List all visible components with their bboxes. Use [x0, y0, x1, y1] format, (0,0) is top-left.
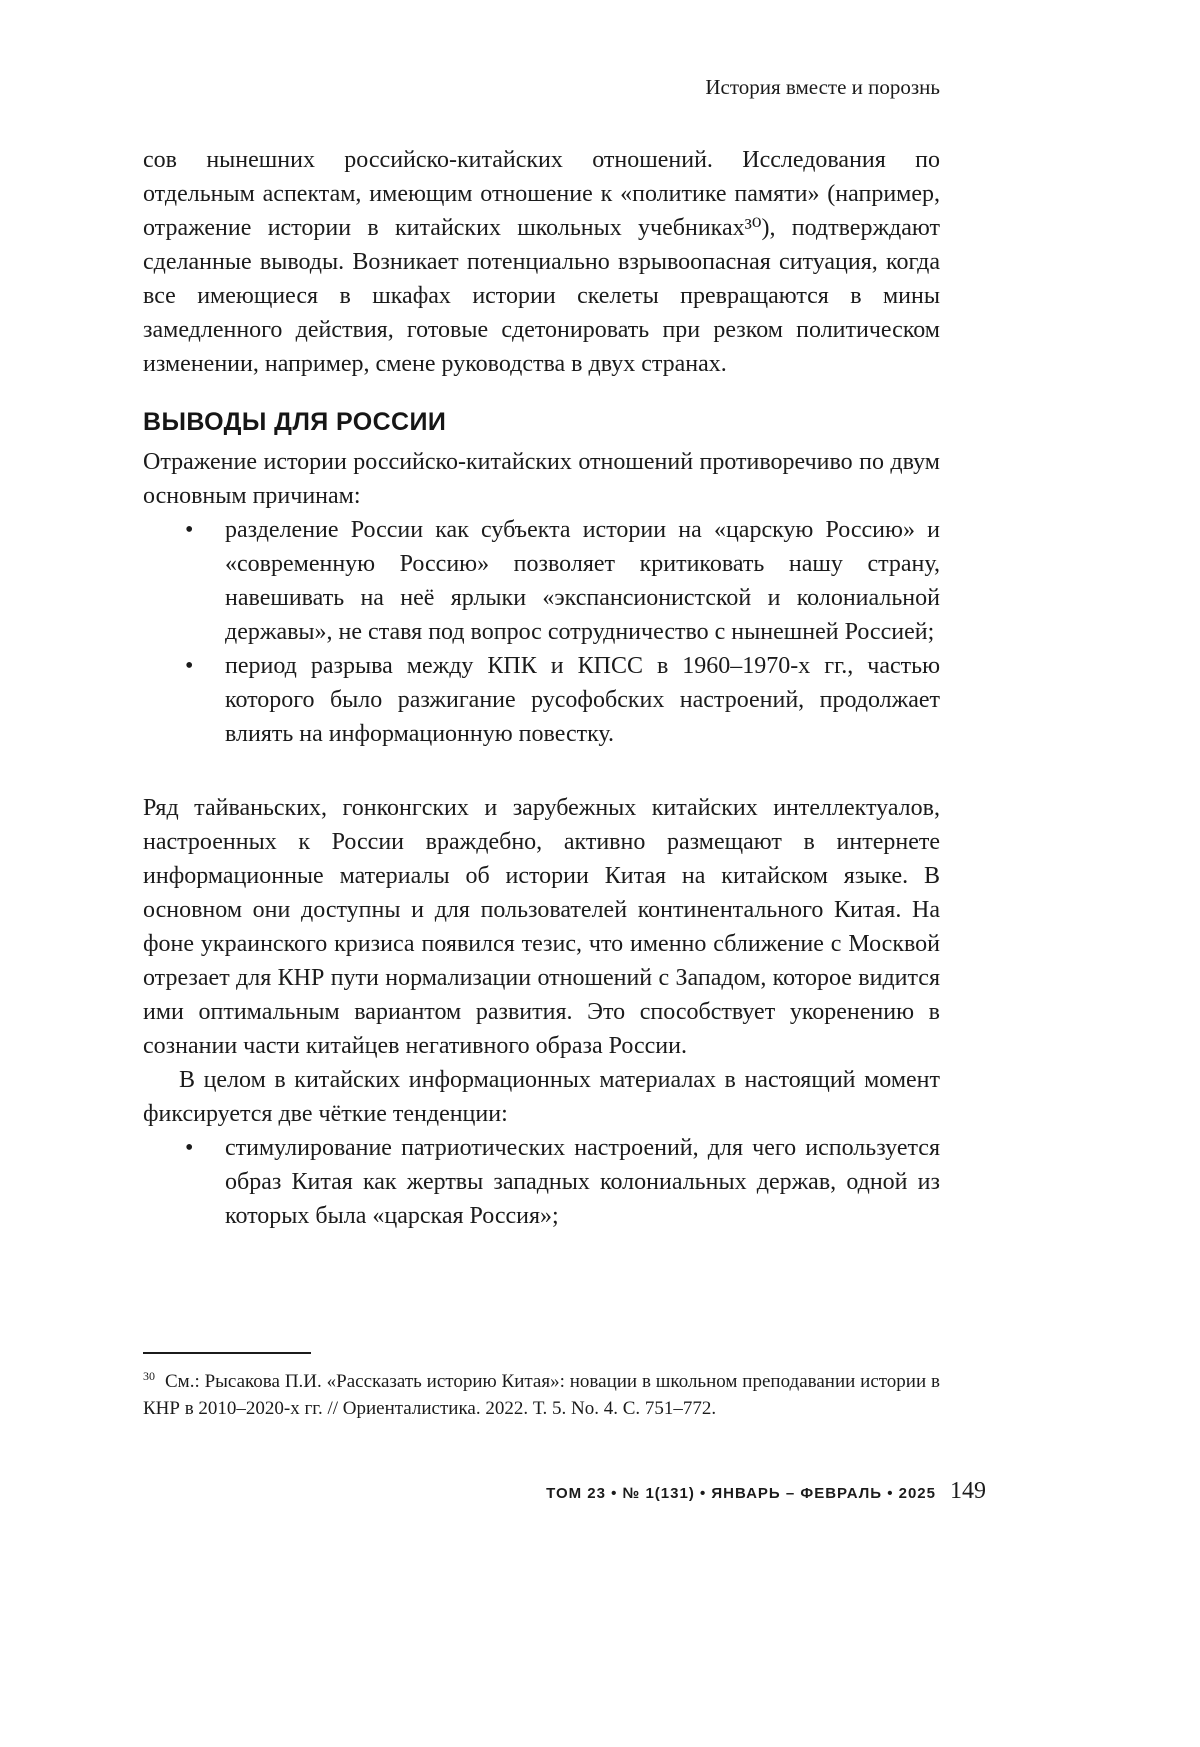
footnote-text: См.: Рысакова П.И. «Рассказать историю Китая»: новации в школьном преподавании истории в КНР в 2010–2020-х гг. // Ориенталистика. 2022. Т. 5. No. 4. С. 751–772. — [143, 1371, 940, 1419]
journal-footer — [143, 1478, 986, 1505]
running-header: История вместе и порознь — [705, 75, 940, 99]
bullet-icon: • — [185, 653, 194, 679]
footnote-marker: 30 — [143, 1368, 155, 1383]
paragraph-reasons-intro: Отражение истории российско-китайских отношений противоречиво по двум основным причинам: — [143, 449, 940, 509]
footnote-block — [143, 1352, 940, 1422]
paragraph-continuation: сов нынешних российско-китайских отношений. Исследования по отдельным аспектам, имеющим отношение к «политике памяти» (например, отражение истории в китайских школьных учебниках³⁰), подтверждают сделанные выводы. Возникает потенциально взрывоопасная ситуация, когда все имеющиеся в шкафах истории скелеты превращаются в мины замедленного действия, готовые сдетонировать при резком политическом изменении, например, смене руководства в двух странах. — [143, 147, 940, 377]
footnote-divider — [143, 1352, 311, 1354]
paragraph-intellectuals: Ряд тайваньских, гонконгских и зарубежных китайских интеллектуалов, настроенных к России враждебно, активно размещают в интернете информационные материалы об истории Китая на китайском языке. В основном они доступны и для пользователей континентального Китая. На фоне украинского кризиса появился тезис, что именно сближение с Москвой отрезает для КНР пути нормализации отношений с Западом, которое видится ими оптимальным вариантом развития. Это способствует укоренению в сознании части китайцев негативного образа России. — [143, 795, 940, 1059]
bullet-icon: • — [185, 517, 194, 543]
reasons-list — [143, 513, 940, 751]
footer-issue-line: ТОМ 23 • № 1(131) • ЯНВАРЬ – ФЕВРАЛЬ • 2025 — [546, 1485, 936, 1502]
page-number: 149 — [950, 1478, 986, 1504]
list-item — [143, 649, 940, 751]
list-item — [143, 513, 940, 649]
list-item-text: стимулирование патриотических настроений, для чего используется образ Китая как жертвы западных колониальных держав, одной из которых была «царская Россия»; — [225, 1135, 940, 1229]
list-item-text: разделение России как субъекта истории на «царскую Россию» и «современную Россию» позволяет критиковать нашу страну, навешивать на неё ярлыки «экспансионистской и колониальной державы», не ставя под вопрос сотрудничество с нынешней Россией; — [225, 517, 940, 645]
list-item-text: период разрыва между КПК и КПСС в 1960–1970-х гг., частью которого было разжигание русофобских настроений, продолжает влиять на информационную повестку. — [225, 653, 940, 747]
trends-list — [143, 1131, 940, 1233]
paragraph-trends-intro: В целом в китайских информационных материалах в настоящий момент фиксируется две чёткие тенденции: — [143, 1067, 940, 1127]
bullet-icon: • — [185, 1135, 194, 1161]
list-item — [143, 1131, 940, 1233]
article-body — [143, 143, 940, 1233]
footnote — [143, 1368, 940, 1422]
section-heading: ВЫВОДЫ ДЛЯ РОССИИ — [143, 408, 447, 436]
